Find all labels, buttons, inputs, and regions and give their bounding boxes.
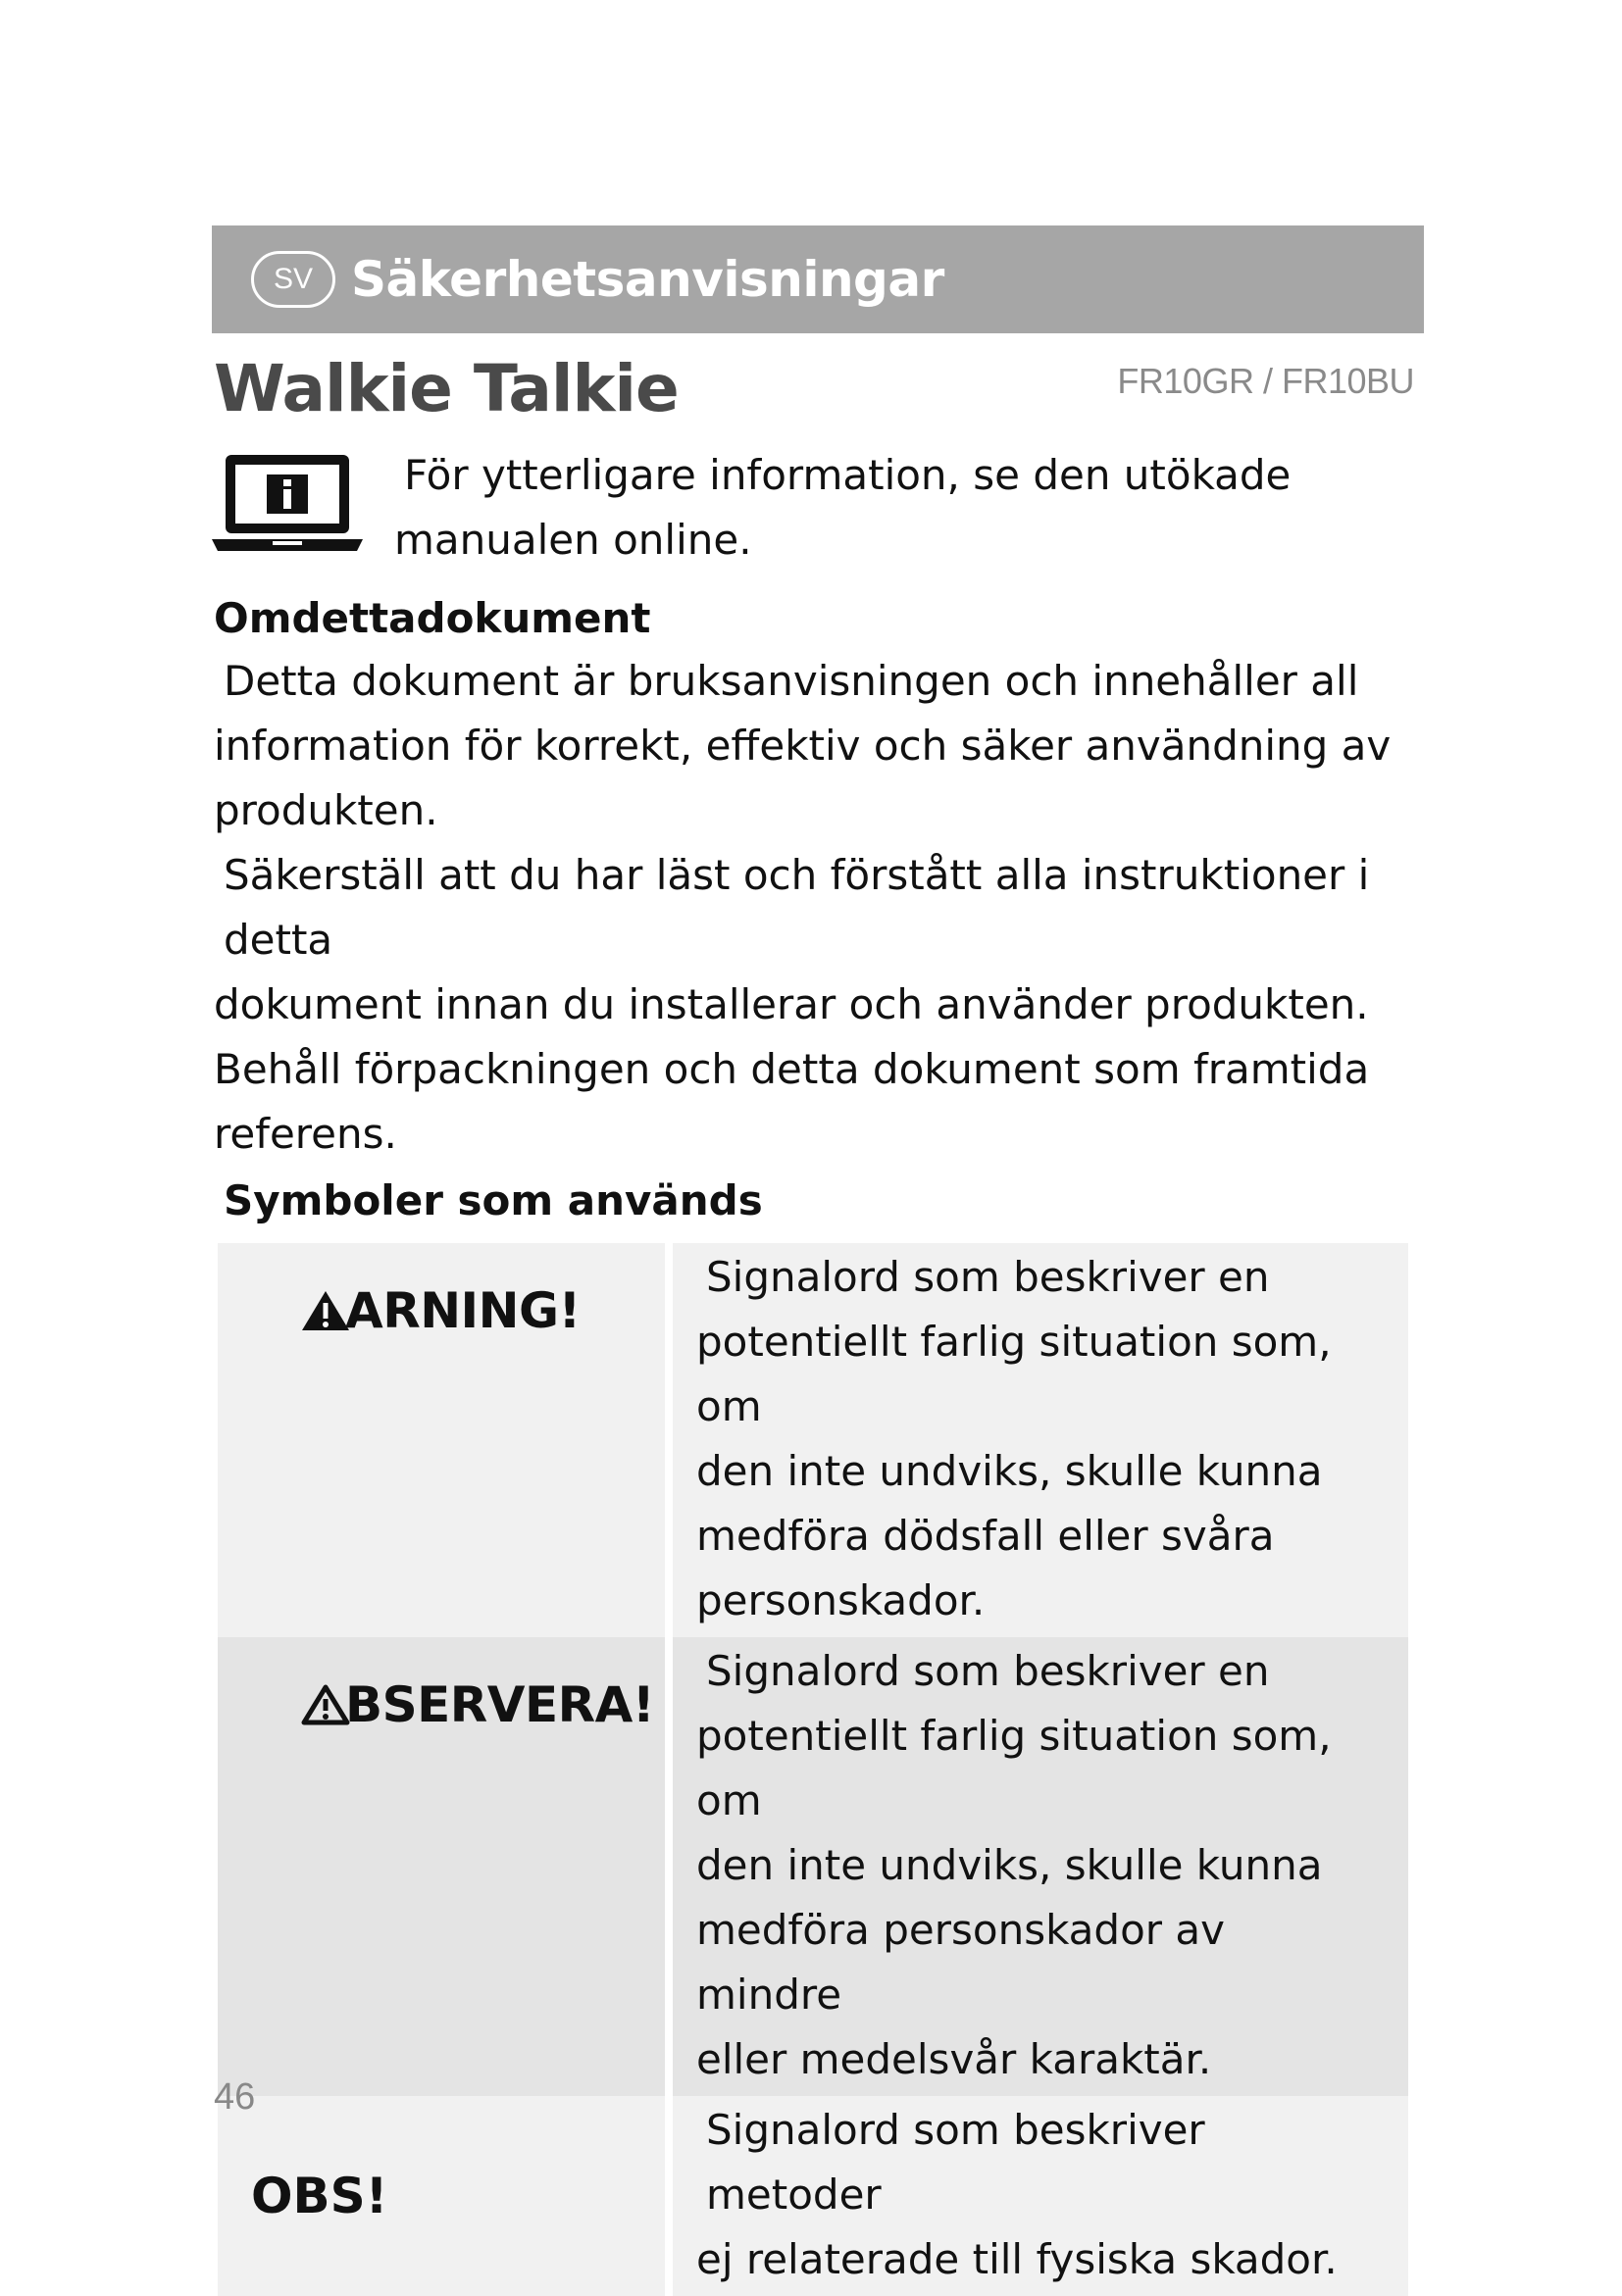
caution-label: BSERVERA! <box>345 1676 655 1733</box>
about-heading: Omdettadokument <box>214 594 651 642</box>
text-line: Behåll förpackningen och detta dokument som framtida <box>214 1045 1370 1093</box>
model-number: FR10GR / FR10BU <box>1117 361 1414 401</box>
desc-line: potentiellt farlig situation som, om <box>696 1318 1332 1430</box>
description-cell <box>673 2096 1408 2296</box>
symbol-cell <box>218 2096 665 2296</box>
desc-line: Signalord som beskriver en <box>706 1647 1270 1695</box>
desc-line: eller medelsvår karaktär. <box>696 2035 1212 2083</box>
text-line: information för korrekt, effektiv och säker användning av <box>214 722 1392 770</box>
text-line: produkten. <box>214 786 438 834</box>
caution-triangle-icon <box>300 1683 351 1726</box>
page-number: 46 <box>214 2076 256 2118</box>
warning-signal <box>300 1278 581 1343</box>
description-cell <box>673 1637 1408 2096</box>
desc-line: Signalord som beskriver en <box>706 1253 1270 1301</box>
online-info-line: manualen online. <box>394 516 752 564</box>
text-line: Säkerställ att du har läst och förstått alla instruktioner i detta <box>224 851 1370 964</box>
table-row <box>218 1637 1408 2096</box>
desc-line: medföra personskador av mindre <box>696 1906 1225 2019</box>
table-row <box>218 1243 1408 1637</box>
desc-line: medföra dödsfall eller svåra <box>696 1512 1275 1560</box>
desc-line: potentiellt farlig situation som, om <box>696 1712 1332 1824</box>
symbols-heading: Symboler som används <box>224 1176 763 1224</box>
text-line: referens. <box>214 1110 397 1158</box>
section-title: Säkerhetsanvisningar <box>351 251 944 308</box>
desc-line: den inte undviks, skulle kunna <box>696 1841 1323 1889</box>
product-title: Walkie Talkie <box>214 351 679 426</box>
note-label: OBS! <box>251 2168 388 2224</box>
symbol-cell <box>218 1637 665 2096</box>
caution-signal <box>300 1672 654 1737</box>
online-info-line: För ytterligare information, se den utökade <box>404 451 1292 499</box>
warning-triangle-icon <box>300 1289 351 1332</box>
symbols-table <box>210 1243 1416 2296</box>
symbol-cell <box>218 1243 665 1637</box>
desc-line: Signalord som beskriver metoder <box>706 2106 1205 2219</box>
table-row <box>218 2096 1408 2296</box>
desc-line: ej relaterade till fysiska skador. <box>696 2235 1338 2283</box>
warning-label: ARNING! <box>345 1282 581 1339</box>
online-info-text <box>394 443 1375 573</box>
about-paragraph <box>214 649 1426 1167</box>
section-header-bar <box>212 225 1424 333</box>
text-line: Detta dokument är bruksanvisningen och innehåller all <box>224 657 1359 705</box>
description-cell <box>673 1243 1408 1637</box>
language-badge: SV <box>251 251 335 308</box>
text-line: dokument innan du installerar och använder produkten. <box>214 980 1369 1028</box>
laptop-info-icon <box>212 451 363 555</box>
desc-line: den inte undviks, skulle kunna <box>696 1447 1323 1495</box>
desc-line: personskador. <box>696 1576 986 1624</box>
